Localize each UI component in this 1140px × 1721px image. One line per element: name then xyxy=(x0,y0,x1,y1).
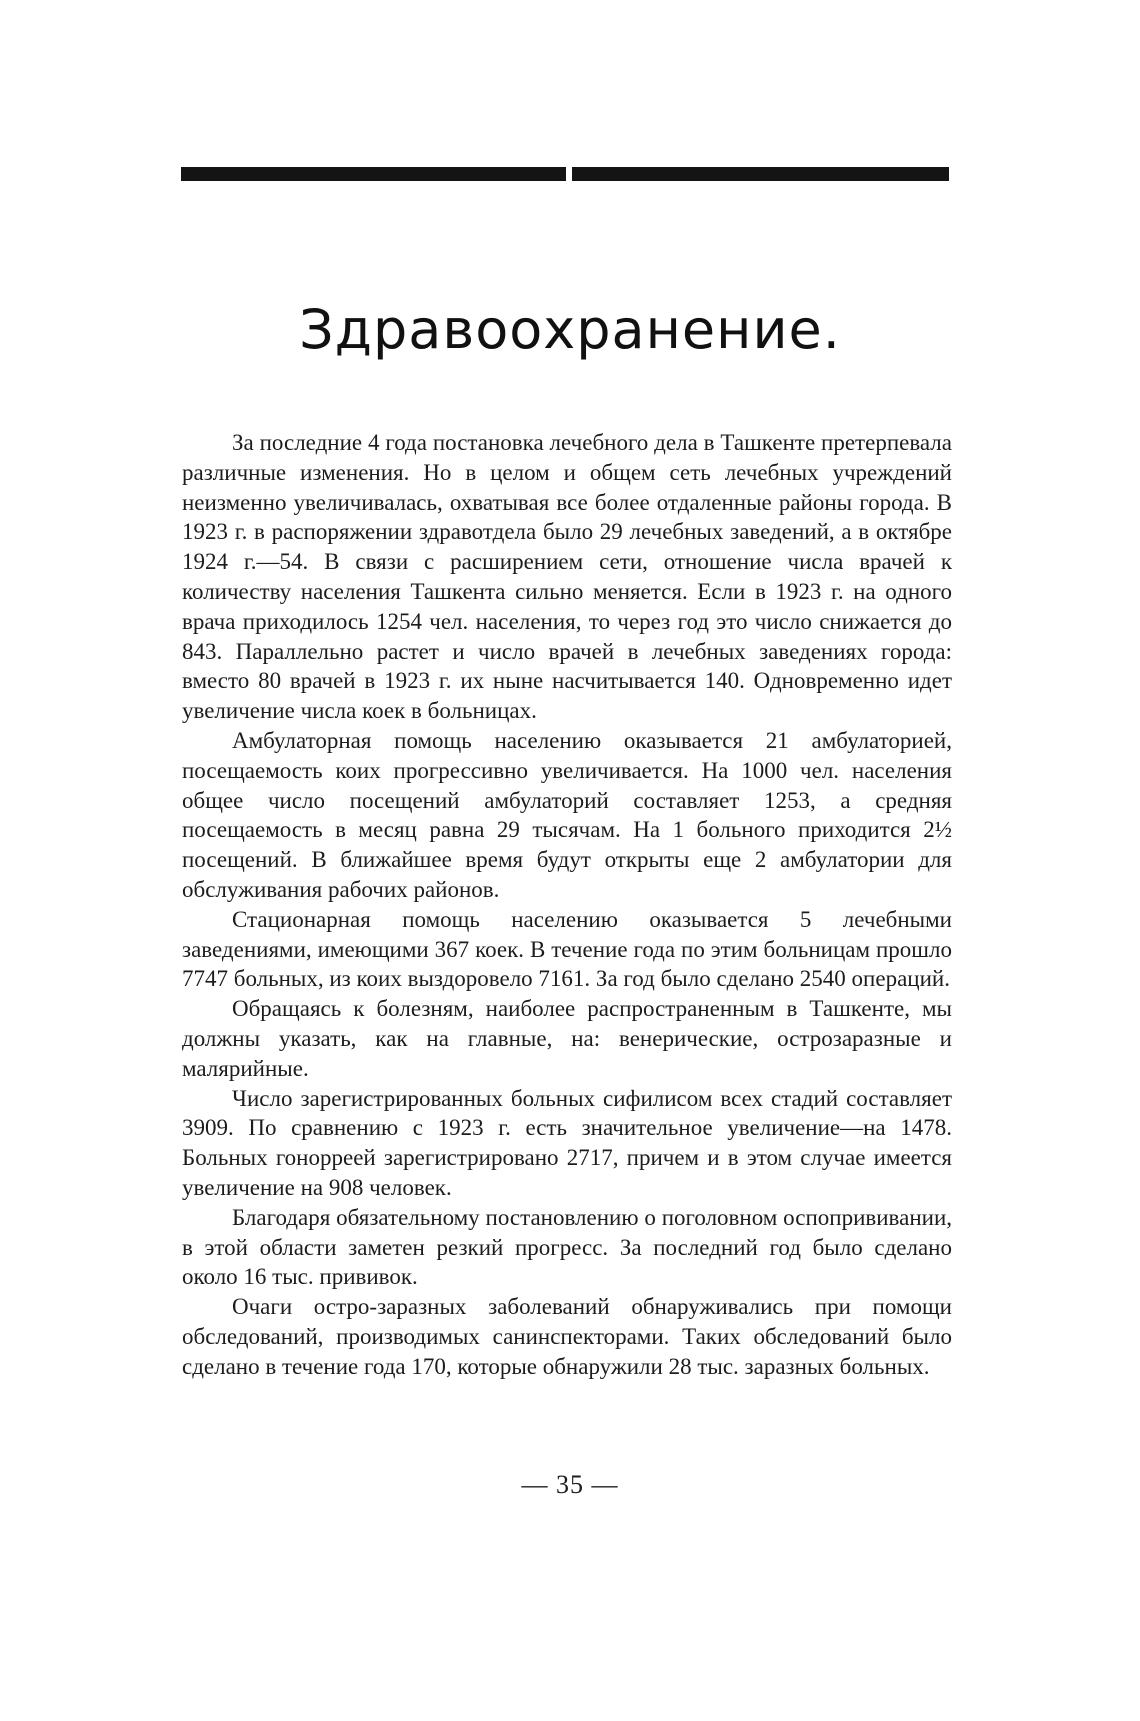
header-rule xyxy=(181,167,949,181)
body-text xyxy=(182,428,952,1382)
paragraph: Амбулаторная помощь населению оказывается 21 амбулаторией, посещаемость коих прогрессивно увеличивается. На 1000 чел. населения общее число посещений амбулаторий составляет 1253, а средняя посещаемость в месяц равна 29 тысячам. На 1 больного приходится 2½ посещений. В ближайшее время будут открыты еще 2 амбулатории для обслуживания рабочих районов. xyxy=(182,727,952,902)
paragraph: Благодаря обязательному постановлению о поголовном оспопрививании, в этой области заметен резкий прогресс. За последний год было сделано около 16 тыс. прививок. xyxy=(182,1204,952,1290)
page-number: — 35 — xyxy=(521,1470,619,1499)
paragraph: Стационарная помощь населению оказывается 5 лечебными заведениями, имеющими 367 коек. В течение года по этим больницам прошло 7747 больных, из коих выздоровело 7161. За год было сделано 2540 операций. xyxy=(182,906,952,992)
paragraph: Обращаясь к болезням, наиболее распространенным в Ташкенте, мы должны указать, как на главные, на: венерические, острозаразные и малярийные. xyxy=(182,996,952,1081)
paragraph: Очаги остро-заразных заболеваний обнаруживались при помощи обследований, производимых санинспекторами. Таких обследований было сделано в течение года 170, которые обнаружили 28 тыс. заразных больных. xyxy=(182,1294,952,1379)
paragraph: За последние 4 года постановка лечебного дела в Ташкенте претерпевала различные изменения. Но в целом и общем сеть лечебных учреждений неизменно увеличивалась, охватывая все более отдаленные районы города. В 1923 г. в распоряжении здравотдела было 29 лечебных заведений, а в октябре 1924 г.—54. В связи с расширением сети, отношение числа врачей к количеству населения Ташкента сильно меняется. Если в 1923 г. на одного врача приходилось 1254 чел. населения, то через год это число снижается до 843. Параллельно растет и число врачей в лечебных заведениях города: вместо 80 врачей в 1923 г. их ныне насчитывается 140. Одновременно идет увеличение числа коек в больницах. xyxy=(182,430,952,724)
paragraph: Число зарегистрированных больных сифилисом всех стадий составляет 3909. По сравнению с 1923 г. есть значительное увеличение—на 1478. Больных гонорреей зарегистрировано 2717, причем и в этом случае имеется увеличение на 908 человек. xyxy=(182,1085,952,1200)
page-title: Здравоохранение. xyxy=(299,298,841,361)
